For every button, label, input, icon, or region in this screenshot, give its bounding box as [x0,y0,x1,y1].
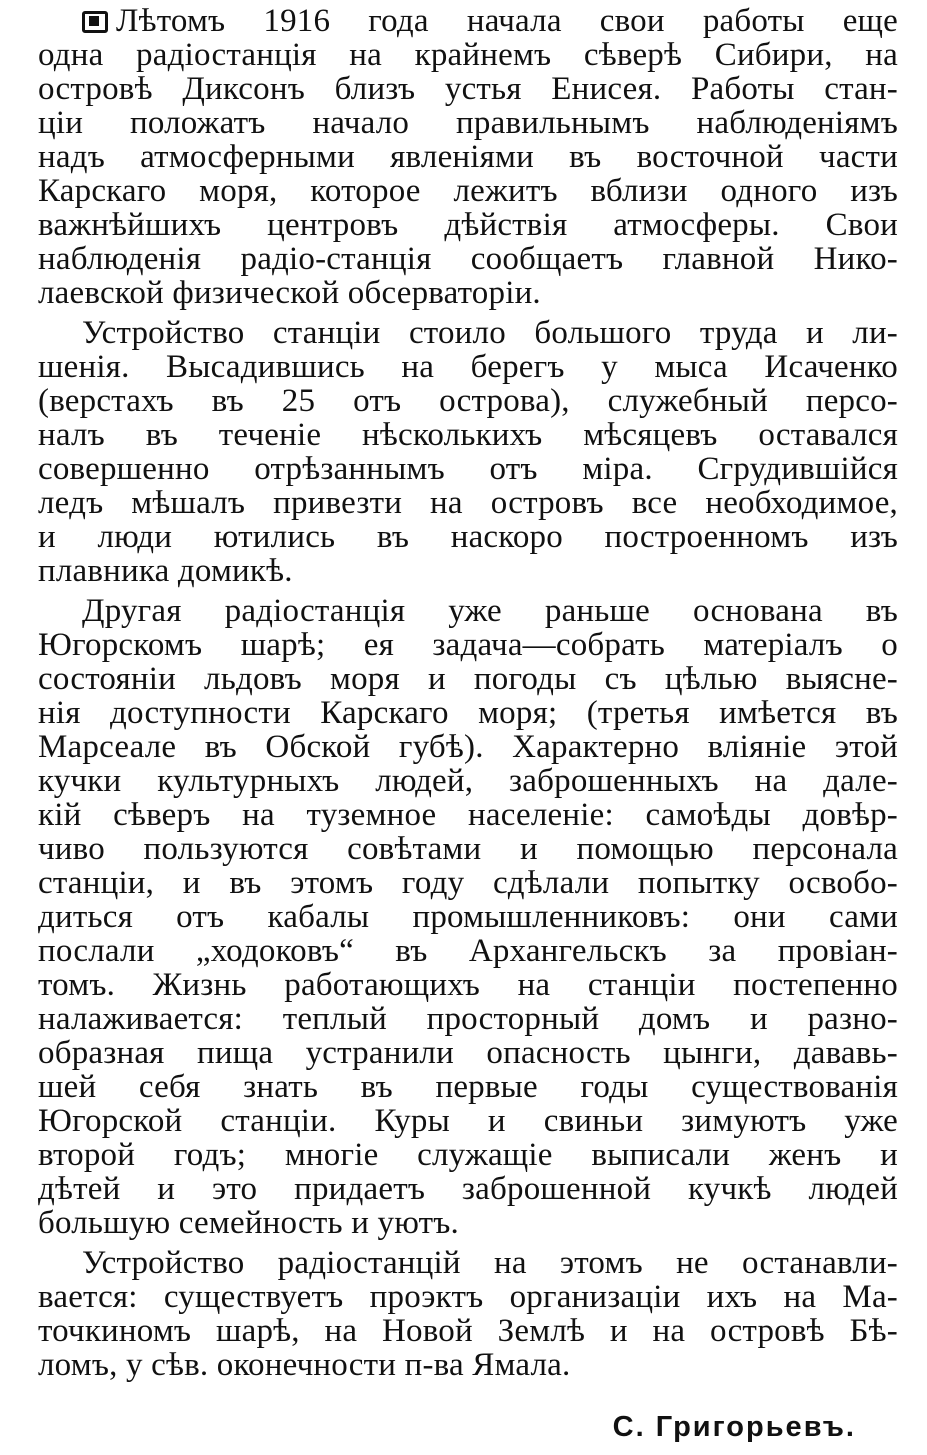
paragraph-mark-icon [82,11,108,33]
text-line: наблюденія радіо-станція сообщаетъ главной Нико- [38,241,898,277]
text-line: Другая радіостанція уже раньше основана въ [82,593,898,629]
text-line: состояніи льдовъ моря и погоды съ цѣлью выясне- [38,661,898,697]
text-line: шенія. Высадившись на берегъ у мыса Исаченко [38,349,898,385]
text-line: надъ атмосферными явленіями въ восточной части [38,139,898,175]
text-line: Югорской станціи. Куры и свиньи зимуютъ уже [38,1103,898,1139]
text-line: и люди ютились въ наскоро построенномъ изъ [38,519,898,555]
text-line: образная пища устранили опасность цынги, дававь- [38,1035,898,1071]
text-line: станціи, и въ этомъ году сдѣлали попытку освобо- [38,865,898,901]
article-text [38,4,898,1382]
text-line: вается: существуетъ проэктъ организаціи ихъ на Ма- [38,1279,898,1315]
paragraph [38,594,898,1240]
text-line: большую семейность и уютъ. [38,1205,459,1241]
document-page [38,0,898,1455]
text-line: ледъ мѣшалъ привезти на островъ все необходимое, [38,485,898,521]
text-line: дѣтей и это придаетъ заброшенной кучкѣ людей [38,1171,898,1207]
text-line: шей себя знать въ первые годы существованія [38,1069,898,1105]
text-line: Карскаго моря, которое лежитъ вблизи одного изъ [38,173,898,209]
text-line: совершенно отрѣзаннымъ отъ міра. Сгрудившійся [38,451,898,487]
text-line: (верстахъ въ 25 отъ острова), служебный персо- [38,383,898,419]
text-line: второй годъ; многіе служащіе выписали женъ и [38,1137,898,1173]
text-line: диться отъ кабалы промышленниковъ: они сами [38,899,898,935]
text-line: чиво пользуются совѣтами и помощью персонала [38,831,898,867]
text-line: Югорскомъ шарѣ; ея задача—собрать матеріалъ о [38,627,898,663]
text-line: Марсеале въ Обской губѣ). Характерно вліяніе этой [38,729,898,765]
text-line: островѣ Диксонъ близъ устья Енисея. Работы стан- [38,71,898,107]
text-line: нія доступности Карскаго моря; (третья имѣется въ [38,695,898,731]
text-line: точкиномъ шарѣ, на Новой Землѣ и на островѣ Бѣ- [38,1313,898,1349]
paragraph [38,316,898,588]
text-line: Устройство станціи стоило большого труда и ли- [82,315,898,351]
paragraph [38,1246,898,1382]
text-line: лаевской физической обсерваторіи. [38,275,541,311]
text-line: Устройство радіостанцій на этомъ не останавли- [82,1245,898,1281]
text-line: ломъ, у сѣв. оконечности п-ва Ямала. [38,1347,571,1383]
text-line: налъ въ теченіе нѣсколькихъ мѣсяцевъ оставался [38,417,898,453]
text-line: томъ. Жизнь работающихъ на станціи постепенно [38,967,898,1003]
text-line: послали „ходоковъ“ въ Архангельскъ за провіан- [38,933,898,969]
text-line: плавника домикѣ. [38,553,293,589]
paragraph [38,4,898,310]
text-line: одна радіостанція на крайнемъ сѣверѣ Сибири, на [38,37,898,73]
text-line: налаживается: теплый просторный домъ и разно- [38,1001,898,1037]
text-line: Лѣтомъ 1916 года начала свои работы еще [38,4,898,38]
text-line: кучки культурныхъ людей, заброшенныхъ на дале- [38,763,898,799]
author-signature: С. Григорьевъ. [612,1411,856,1443]
text-line: ціи положатъ начало правильнымъ наблюденіямъ [38,105,898,141]
text-line: важнѣйшихъ центровъ дѣйствія атмосферы. Свои [38,207,898,243]
text-line: кій сѣверъ на туземное населеніе: самоѣды довѣр- [38,797,898,833]
